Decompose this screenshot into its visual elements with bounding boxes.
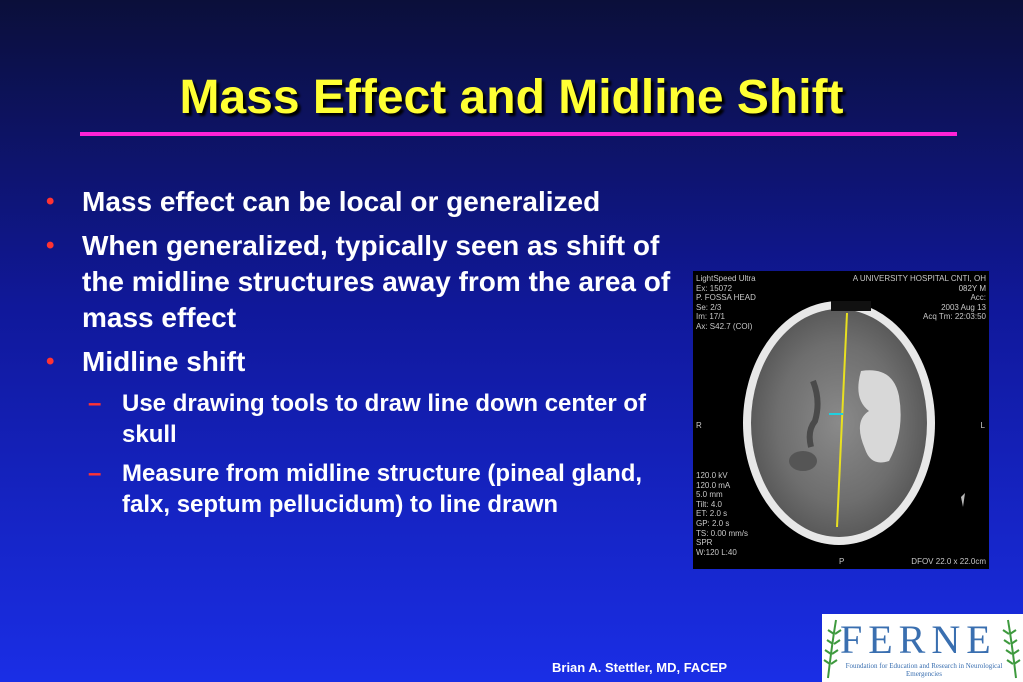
bullet-text: Midline shift — [82, 346, 246, 377]
scan-meta-bottom-right: DFOV 22.0 x 22.0cm — [911, 557, 986, 566]
bullet-item — [46, 344, 696, 380]
bullet-marker: • — [46, 348, 55, 375]
slide-title: Mass Effect and Midline Shift — [179, 71, 844, 124]
sub-bullet-item — [46, 458, 696, 520]
bullet-marker: • — [46, 188, 55, 215]
logo-wordmark: FERNE — [840, 617, 997, 662]
sub-bullet-item — [46, 388, 696, 450]
footer-author: Brian A. Stettler, MD, FACEP — [552, 660, 728, 675]
bullet-marker: • — [46, 232, 55, 259]
scan-marker-right-side: R — [696, 421, 702, 430]
scan-meta-top-right: A UNIVERSITY HOSPITAL CNTI, OH 082Y M Acc: 2003 Aug 13 Acq Tm: 22:03:50 — [852, 274, 986, 322]
scan-marker-left-side: L — [980, 421, 985, 430]
ct-scan-image — [693, 271, 989, 569]
sub-bullet-text: Measure from midline structure (pineal gland, falx, septum pellucidum) to line drawn — [122, 460, 643, 518]
bullet-item — [46, 228, 696, 336]
logo-subtitle: Foundation for Education and Research in Neurological Emergencies — [845, 662, 1003, 678]
bullet-text: Mass effect can be local or generalized — [82, 186, 601, 217]
title-divider — [80, 132, 957, 136]
ventricle-shape — [789, 451, 817, 471]
ferne-logo — [822, 614, 1023, 682]
scan-meta-bottom-left: 120.0 kV 120.0 mA 5.0 mm Tilt: 4.0 ET: 2.0 s GP: 2.0 s TS: 0.00 mm/s SPR W:120 L:40 — [696, 471, 749, 557]
scan-meta-top-left: LightSpeed Ultra Ex: 15072 P. FOSSA HEAD Se: 2/3 Im: 17/1 Ax: S42.7 (COI) — [696, 274, 756, 331]
sub-bullet-marker: – — [88, 390, 102, 417]
bullet-text: When generalized, typically seen as shift of the midline structures away from the area of mass effect — [82, 230, 671, 333]
scan-marker-posterior: P — [839, 557, 845, 566]
sub-bullet-text: Use drawing tools to draw line down center of skull — [122, 390, 647, 448]
bullet-item — [46, 184, 696, 220]
sub-bullet-marker: – — [88, 460, 102, 487]
bullet-list — [46, 184, 696, 528]
artifact-mark — [961, 493, 965, 507]
